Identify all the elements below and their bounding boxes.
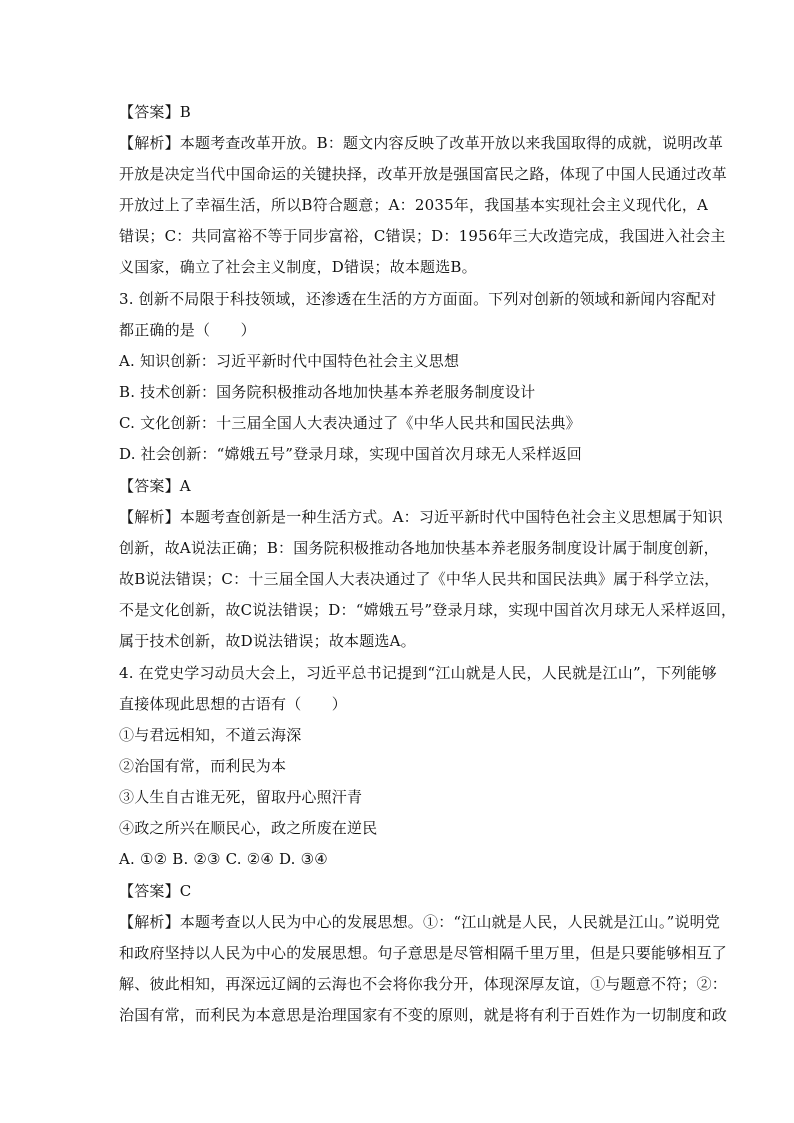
question-4-options: A. ①② B. ②③ C. ②④ D. ③④	[119, 850, 328, 868]
question-3-stem: 都正确的是（ ）	[119, 321, 256, 339]
analysis-text: 不是文化创新，故C说法错误；D：“嫦娥五号”登录月球，实现中国首次月球无人采样返回，	[119, 601, 737, 619]
analysis-text: 【解析】本题考查以人民为中心的发展思想。①：“江山就是人民，人民就是江山。”说明党	[119, 913, 721, 931]
analysis-text: 【解析】本题考查创新是一种生活方式。A：习近平新时代中国特色社会主义思想属于知识	[119, 508, 723, 526]
question-3-option-d: D. 社会创新：“嫦娥五号”登录月球，实现中国首次月球无人采样返回	[119, 445, 582, 463]
question-4-item-3: ③人生自古谁无死，留取丹心照汗青	[119, 788, 363, 806]
answer-label: 【答案】C	[119, 882, 192, 900]
analysis-text: 解、彼此相知，再深远辽阔的云海也不会将你我分开，体现深厚友谊，①与题意不符；②：	[119, 975, 728, 993]
answer-label: 【答案】B	[119, 103, 192, 121]
analysis-text: 属于技术创新，故D说法错误；故本题选A。	[119, 632, 416, 650]
analysis-text: 义国家，确立了社会主义制度，D错误；故本题选B。	[119, 258, 477, 276]
analysis-text: 创新，故A说法正确；B：国务院积极推动各地加快基本养老服务制度设计属于制度创新，	[119, 539, 719, 557]
answer-label: 【答案】A	[119, 477, 191, 495]
question-4-stem: 直接体现此思想的古语有（ ）	[119, 695, 348, 713]
analysis-text: 开放过上了幸福生活，所以B符合题意；A：2035年，我国基本实现社会主义现代化，A	[119, 196, 709, 214]
question-3-stem: 3. 创新不局限于科技领域，还渗透在生活的方方面面。下列对创新的领域和新闻内容配对	[119, 290, 717, 308]
question-4-item-4: ④政之所兴在顺民心，政之所废在逆民	[119, 819, 378, 837]
question-4-item-2: ②治国有常，而利民为本	[119, 757, 287, 775]
analysis-text: 错误；C：共同富裕不等于同步富裕，C错误；D：1956年三大改造完成，我国进入社会主	[119, 227, 726, 245]
question-4-item-1: ①与君远相知，不道云海深	[119, 726, 302, 744]
analysis-text: 和政府坚持以人民为中心的发展思想。句子意思是尽管相隔千里万里，但是只要能够相互了	[119, 944, 728, 962]
analysis-text: 【解析】本题考查改革开放。B：题文内容反映了改革开放以来我国取得的成就，说明改革	[119, 134, 724, 152]
analysis-text: 治国有常，而利民为本意思是治理国家有不变的原则，就是将有利于百姓作为一切制度和政	[119, 1006, 728, 1024]
analysis-text: 开放是决定当代中国命运的关键抉择，改革开放是强国富民之路，体现了中国人民通过改革	[119, 165, 728, 183]
question-3-option-c: C. 文化创新：十三届全国人大表决通过了《中华人民共和国民法典》	[119, 414, 581, 432]
question-3-option-a: A. 知识创新：习近平新时代中国特色社会主义思想	[119, 352, 460, 370]
question-4-stem: 4. 在党史学习动员大会上，习近平总书记提到“江山就是人民，人民就是江山”，下列能够	[119, 664, 717, 682]
question-3-option-b: B. 技术创新：国务院积极推动各地加快基本养老服务制度设计	[119, 383, 536, 401]
analysis-text: 故B说法错误；C：十三届全国人大表决通过了《中华人民共和国民法典》属于科学立法，	[119, 570, 720, 588]
